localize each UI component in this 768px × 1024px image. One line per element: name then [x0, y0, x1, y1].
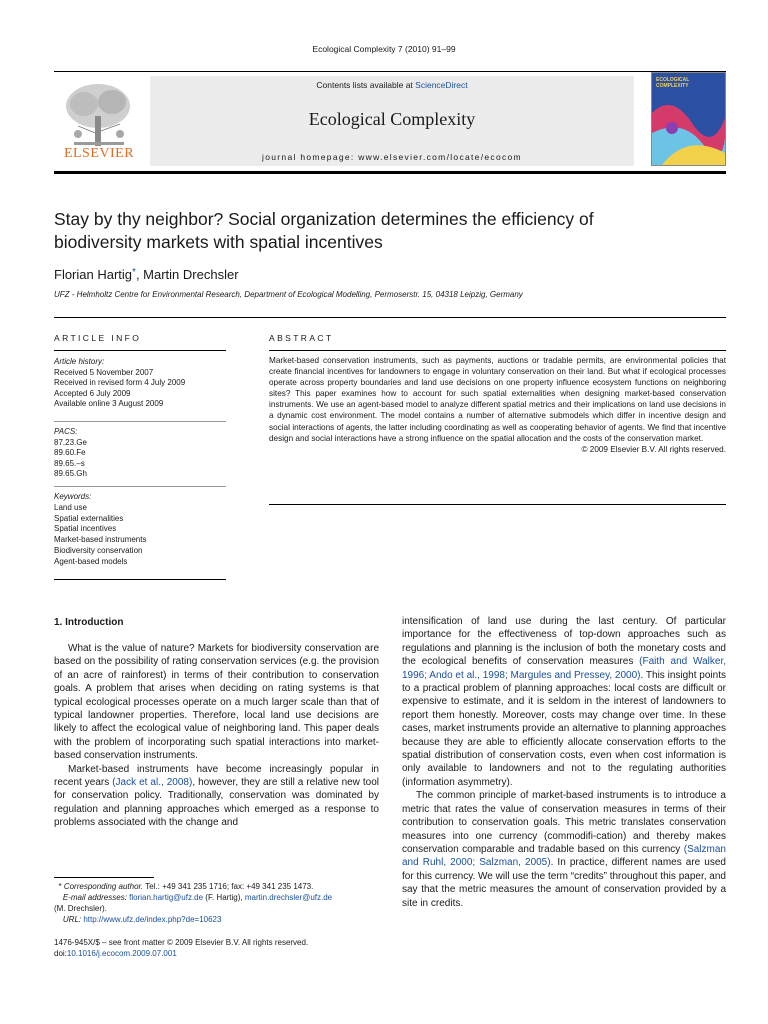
text-run: intensification of land use during the last century. Of particular importance for the effectiveness of top-down approaches such as regulations and planning is the inclusion of both the monetary costs and the ecological benefits of conservation measures — [402, 616, 726, 668]
header-bottom-rule — [54, 171, 726, 174]
text-run: The common principle of market-based instruments is to introduce a metric that rates the value of conservation measures in terms of their contribution to conservation goals. This metric translates conservation measures into one currency (commodifi-cation) and thereby makes conservation comparable and tradable based on this currency — [402, 790, 726, 855]
doi-line — [54, 948, 379, 959]
intro-paragraph — [402, 615, 726, 789]
header-top-rule — [54, 71, 726, 72]
email-label: E-mail addresses: — [62, 893, 130, 902]
history-divider — [54, 421, 226, 422]
elsevier-wordmark: ELSEVIER — [63, 146, 135, 161]
pacs-item: 89.65.Gh — [54, 469, 87, 479]
footnote-corresponding — [54, 881, 379, 892]
abstract-rule — [269, 350, 726, 351]
column-left — [54, 642, 379, 830]
article-history — [54, 357, 226, 410]
text-run: . This insight points to a practical problem of planning approaches: local costs are difficult or expensive to estimate, and it is seldom in the interest of landowners to report them honestly. Moreover, costs may change over time. In these cases, market instruments provide an alternative to planning approaches because they are able to efficiently allocate conservation efforts to the spatial distribution of conservation costs, even when cost information is only available to landowners and not to the regulating authorities (information asymmetry). — [402, 669, 726, 788]
introduction-heading: 1. Introduction — [54, 617, 124, 628]
contents-prefix: Contents lists available at — [316, 80, 416, 90]
keyword-item: Biodiversity conservation — [54, 545, 143, 555]
issn-line: 1476-945X/$ – see front matter © 2009 Elsevier B.V. All rights reserved. — [54, 938, 309, 947]
author-hartig: Florian Hartig — [54, 267, 133, 282]
column-right — [402, 615, 726, 910]
abstract-bottom-rule — [269, 504, 726, 505]
keyword-item: Agent-based models — [54, 556, 128, 566]
corresponding-author-mark[interactable]: * — [132, 267, 136, 278]
cover-title: ECOLOGICAL COMPLEXITY — [656, 77, 690, 89]
journal-homepage[interactable]: journal homepage: www.elsevier.com/locate/ecocom — [262, 152, 522, 162]
journal-title: Ecological Complexity — [308, 109, 476, 129]
article-title: Stay by thy neighbor? Social organization determines the efficiency of biodiversity markets with spatial incentives — [54, 209, 594, 252]
history-item: Received in revised form 4 July 2009 — [54, 378, 186, 388]
pacs-divider — [54, 486, 226, 487]
pacs-item: 87.23.Ge — [54, 437, 87, 447]
pacs-label: PACS: — [54, 427, 78, 436]
abstract-body — [269, 355, 726, 455]
abstract-heading: ABSTRACT — [269, 333, 334, 343]
ufz-url-link[interactable]: http://www.ufz.de/index.php?de=10623 — [83, 915, 222, 924]
email-hartig-link[interactable]: florian.hartig@ufz.de — [129, 893, 204, 902]
pacs-item: 89.60.Fe — [54, 448, 86, 458]
keyword-item: Market-based instruments — [54, 535, 147, 545]
intro-paragraph — [402, 789, 726, 910]
history-label: Article history: — [54, 357, 105, 366]
pacs-codes — [54, 427, 226, 480]
footnote-emails — [54, 892, 379, 903]
abstract-copyright: © 2009 Elsevier B.V. All rights reserved. — [581, 444, 726, 454]
citation-link[interactable]: (Jack et al., 2008) — [112, 777, 193, 789]
affiliation: UFZ - Helmholtz Centre for Environmental Research, Department of Ecological Modelling, Permoserstr. 15, 04318 Leipzig, Germany — [54, 290, 523, 299]
section-rule — [54, 317, 726, 318]
citation-link[interactable]: (Salzman and Ruhl, 2000; Salzman, 2005) — [402, 843, 726, 869]
citation-link[interactable]: (Faith and Walker, 1996; Ando et al., 1998; Margules and Pressey, 2000) — [402, 656, 726, 681]
article-info-heading: ARTICLE INFO — [54, 333, 142, 343]
text-run: . In practice, different names are used for this currency. We will use the term “credits” throughout this paper, and say that the metric measures the amount of conservation provided by a site in credits. — [402, 857, 726, 909]
journal-cover-image — [651, 72, 726, 166]
abstract-text: Market-based conservation instruments, such as payments, auctions or tradable permits, are environmental policies that create financial incentives for landowners to engage in voluntary conservation on their land. But what if ecological processes operate across property boundaries and land use decisions on one property influence ecosystem functions on neighboring sites? This paper examines how to account for such spatial externalities when designing market-based conservation instruments. We use an agent-based model to analyze different spatial metrics and their implications on land use decisions in a dynamic cost environment. The model contains a number of alternative submodels which differ in incentive design and social interactions of agents, the latter including coordinating as well as cooperating behavior of agents. We find that incentive design and social interactions have a strong influence on the spatial allocation and the costs of the conservation market. — [269, 356, 726, 443]
email-drechsler-link[interactable]: martin.drechsler@ufz.de — [244, 893, 333, 902]
footnote-star: * — [58, 882, 62, 891]
copyright-block — [54, 937, 379, 959]
intro-paragraph: What is the value of nature? Markets for biodiversity conservation are based on the possibility of rating conservation services (e.g. the provision of an acre of rainforest) in terms of their contribution to conservation goals. A problem that arises when deciding on rating systems is that typical ecological processes operate on a much larger scale than that of typical landowner properties. Therefore, local land use decisions are likely to affect the ecological value of neighboring land. This paper deals with the problem of incorporating such spatial interactions into market-based conservation instruments. — [54, 643, 379, 762]
journal-reference: Ecological Complexity 7 (2010) 91–99 — [312, 44, 456, 54]
footnote-url — [54, 914, 379, 925]
author-separator: , — [135, 267, 144, 282]
keyword-item: Spatial incentives — [54, 524, 117, 534]
pacs-item: 89.65.–s — [54, 458, 85, 468]
email-drechsler-who: (M. Drechsler). — [54, 904, 107, 913]
corresponding-label: Corresponding author. — [63, 882, 144, 891]
doi-link[interactable]: 10.1016/j.ecocom.2009.07.001 — [66, 949, 177, 958]
doi-label: doi: — [54, 949, 67, 958]
history-item: Accepted 6 July 2009 — [54, 388, 131, 398]
intro-paragraph — [54, 763, 379, 830]
keyword-item: Land use — [54, 502, 87, 512]
email-hartig-who: (F. Hartig), — [203, 893, 245, 902]
sciencedirect-link[interactable]: ScienceDirect — [415, 80, 468, 90]
keywords-label: Keywords: — [54, 492, 92, 501]
corresponding-contact: Tel.: +49 341 235 1716; fax: +49 341 235 1473. — [143, 882, 314, 891]
article-info-rule — [54, 350, 226, 351]
text-run: Market-based instruments have become increasingly popular in recent years — [54, 763, 379, 789]
history-item: Available online 3 August 2009 — [54, 399, 164, 409]
url-label: URL: — [62, 915, 84, 924]
article-info-bottom-rule — [54, 579, 226, 580]
keyword-item: Spatial externalities — [54, 513, 124, 523]
history-item: Received 5 November 2007 — [54, 367, 154, 377]
author-list — [54, 267, 239, 282]
contents-available — [150, 80, 634, 90]
keywords — [54, 492, 226, 568]
text-run: , however, they are still a relative new tool for conservation policy. Traditionally, conservation was dominated by regulation and planning approaches which emerged as a response to problems associated with the change and — [54, 777, 380, 829]
footnote — [54, 881, 379, 925]
footnote-rule — [54, 877, 154, 878]
author-drechsler: Martin Drechsler — [143, 267, 239, 282]
